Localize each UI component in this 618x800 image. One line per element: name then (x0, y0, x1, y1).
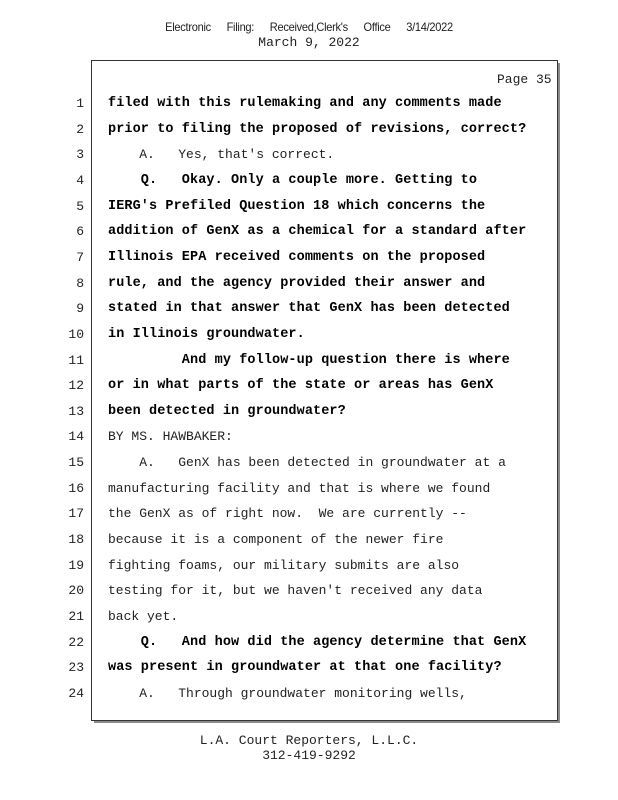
line-number: 24 (68, 686, 84, 701)
transcript-line: A. Through groundwater monitoring wells, (108, 686, 467, 701)
footer (0, 733, 618, 763)
transcript-line: the GenX as of right now. We are currently -- (108, 506, 467, 521)
line-number: 19 (68, 558, 84, 573)
line-number: 4 (76, 173, 84, 188)
transcript-line: A. Yes, that's correct. (108, 147, 335, 162)
line-number: 14 (68, 429, 84, 444)
transcript-line: been detected in groundwater? (108, 404, 346, 419)
line-number: 8 (76, 276, 84, 291)
line-number: 5 (76, 199, 84, 214)
line-number: 9 (76, 301, 84, 316)
transcript-line: BY MS. HAWBAKER: (108, 429, 233, 444)
line-number: 13 (68, 404, 84, 419)
transcript-line: prior to filing the proposed of revisions, correct? (108, 122, 527, 137)
electronic-filing-stamp (25, 20, 594, 34)
transcript-line: And my follow-up question there is where (108, 353, 510, 368)
stamp-date: 3/14/2022 (406, 20, 453, 34)
line-number: 11 (68, 353, 84, 368)
transcript-line: testing for it, but we haven't received any data (108, 583, 483, 598)
footer-company: L.A. Court Reporters, L.L.C. (199, 733, 419, 748)
transcript-line: stated in that answer that GenX has been detected (108, 301, 510, 316)
transcript-line: fighting foams, our military submits are also (108, 558, 460, 573)
line-number: 23 (68, 660, 84, 675)
stamp-label: Electronic (165, 20, 211, 34)
line-number: 7 (76, 250, 84, 265)
line-number: 22 (68, 635, 84, 650)
transcript-line: Q. And how did the agency determine that GenX (108, 635, 527, 650)
line-number: 21 (68, 609, 84, 624)
transcript-line: addition of GenX as a chemical for a standard after (108, 224, 527, 239)
line-number: 10 (68, 327, 84, 342)
transcript-line: in Illinois groundwater. (108, 327, 305, 342)
transcript-line: because it is a component of the newer fire (108, 532, 444, 547)
transcript-line: Illinois EPA received comments on the proposed (108, 250, 486, 265)
line-number: 20 (68, 583, 84, 598)
stamp-received: Received,Clerk's (269, 20, 348, 34)
line-number: 2 (76, 122, 84, 137)
transcript-line: was present in groundwater at that one facility? (108, 660, 502, 675)
stamp-office: Office (363, 20, 391, 34)
line-number: 1 (76, 96, 84, 111)
page-number: Page 35 (497, 72, 552, 87)
line-number: 18 (68, 532, 84, 547)
line-number: 12 (68, 378, 84, 393)
line-number: 6 (76, 224, 84, 239)
transcript-line: manufacturing facility and that is where we found (108, 481, 491, 496)
line-number: 3 (76, 147, 84, 162)
transcript-line: back yet. (108, 609, 179, 624)
line-number: 15 (68, 455, 84, 470)
line-number: 16 (68, 481, 84, 496)
deposition-date: March 9, 2022 (258, 35, 360, 50)
transcript-line: Q. Okay. Only a couple more. Getting to (108, 173, 478, 188)
transcript-line: A. GenX has been detected in groundwater at a (108, 455, 506, 470)
footer-phone: 312-419-9292 (262, 748, 356, 763)
transcript-line: filed with this rulemaking and any comments made (108, 96, 502, 111)
transcript-line: IERG's Prefiled Question 18 which concerns the (108, 199, 486, 214)
line-number: 17 (68, 506, 84, 521)
stamp-filing: Filing: (226, 20, 255, 34)
transcript-line: rule, and the agency provided their answer and (108, 276, 486, 291)
transcript-line: or in what parts of the state or areas has GenX (108, 378, 494, 393)
